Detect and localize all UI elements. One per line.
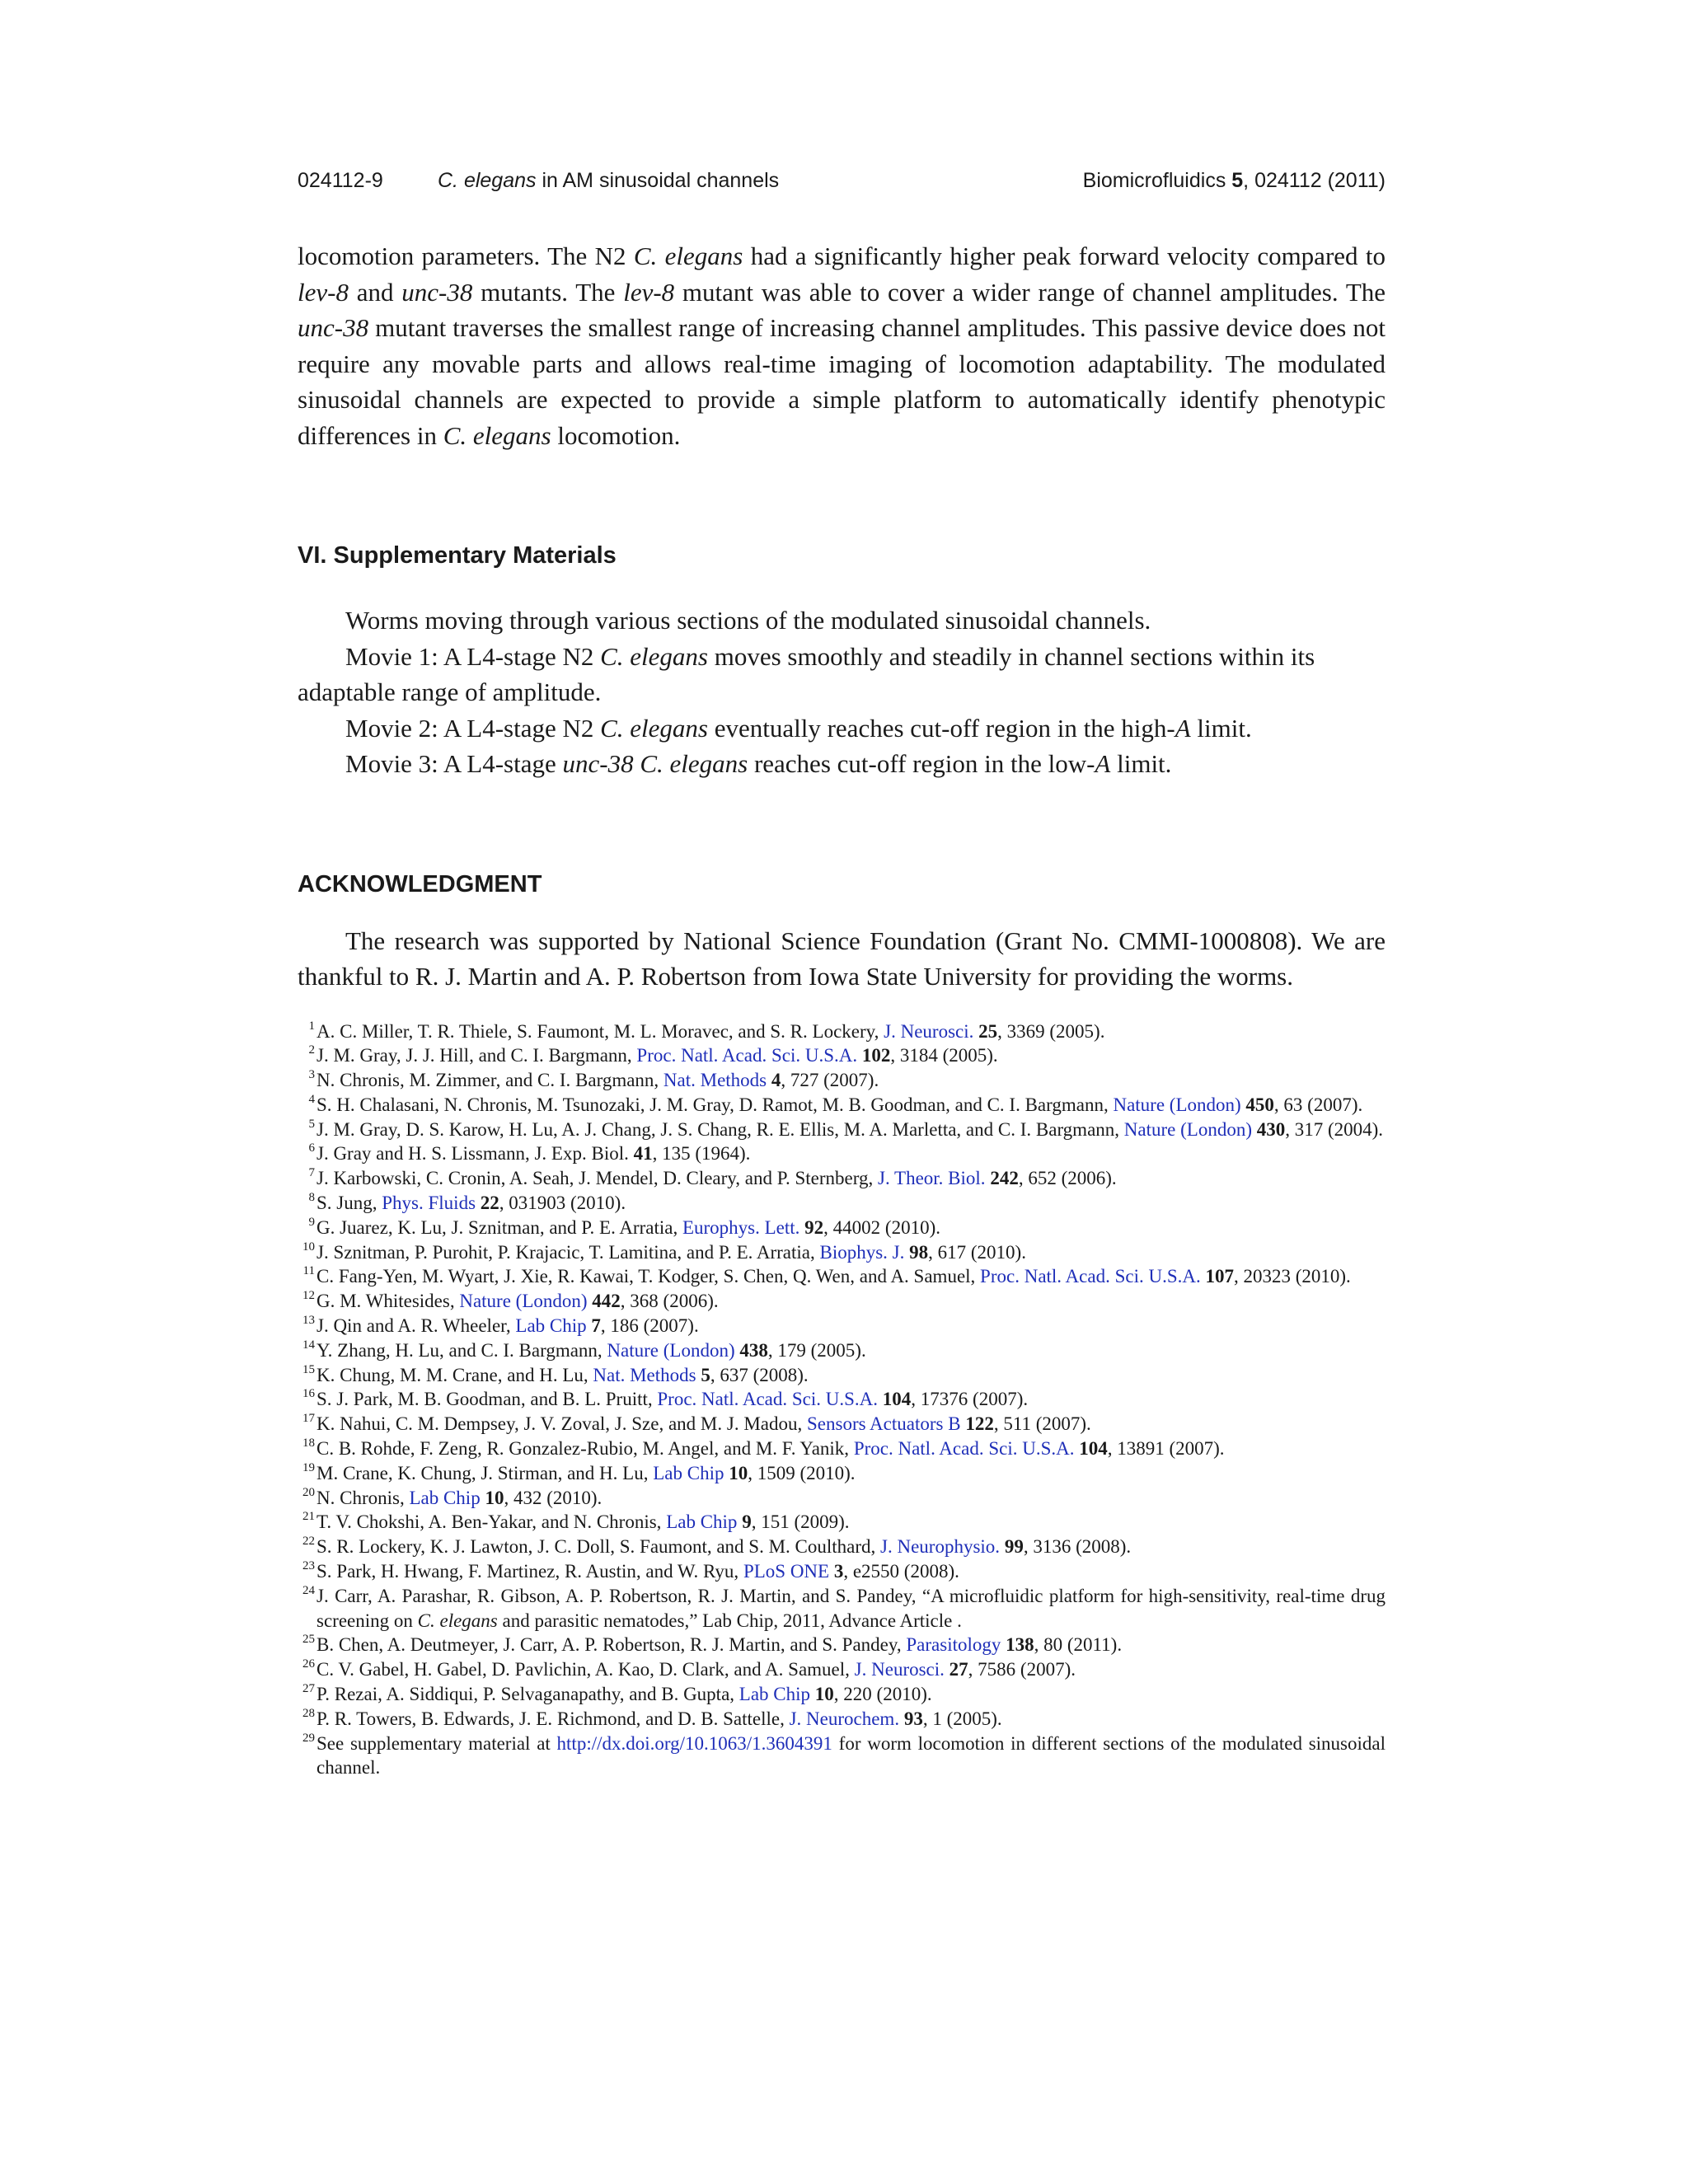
volume-number: 9	[742, 1511, 752, 1533]
reference-list	[298, 1019, 1386, 1781]
reference-text: J. Qin and A. R. Wheeler, Lab Chip 7, 186 (2007).	[316, 1315, 699, 1337]
journal-link[interactable]: Biophys. J.	[819, 1241, 905, 1263]
reference-text: J. Karbowski, C. Cronin, A. Seah, J. Mendel, D. Cleary, and P. Sternberg, J. Theor. Biol. 242, 652 (2006).	[316, 1168, 1117, 1189]
reference-item	[298, 1535, 1386, 1559]
reference-number: 22	[302, 1535, 315, 1549]
reference-number: 11	[302, 1264, 315, 1278]
journal-link[interactable]: Nature (London)	[1123, 1118, 1252, 1140]
reference-text: J. Carr, A. Parashar, R. Gibson, A. P. Robertson, R. J. Martin, and S. Pandey, “A microfluidic platform for high-sensitivity, real-time drug screening on C. elegans and parasitic nematodes,” Lab Chip, 2011, Advance Article .	[316, 1585, 1386, 1631]
reference-number: 24	[302, 1583, 315, 1597]
reference-number: 29	[302, 1731, 315, 1745]
journal-link[interactable]: Nat. Methods	[593, 1364, 696, 1385]
reference-item	[298, 1191, 1386, 1216]
reference-number: 20	[302, 1485, 315, 1499]
reference-number: 1	[308, 1019, 315, 1033]
reference-item	[298, 1633, 1386, 1657]
journal-volume: 5	[1231, 169, 1244, 192]
volume-number: 41	[633, 1143, 653, 1165]
supplementary-materials	[298, 602, 1386, 782]
reference-text: B. Chen, A. Deutmeyer, J. Carr, A. P. Robertson, R. J. Martin, and S. Pandey, Parasitology 138, 80 (2011).	[316, 1634, 1123, 1656]
reference-number: 5	[308, 1117, 315, 1131]
reference-item	[298, 1682, 1386, 1707]
reference-item	[298, 1043, 1386, 1068]
reference-text: T. V. Chokshi, A. Ben-Yakar, and N. Chronis, Lab Chip 9, 151 (2009).	[316, 1511, 850, 1533]
reference-text: P. R. Towers, B. Edwards, J. E. Richmond, and D. B. Sattelle, J. Neurochem. 93, 1 (2005).	[316, 1708, 1002, 1729]
reference-item	[298, 1486, 1386, 1511]
journal-link[interactable]: Nature (London)	[459, 1291, 588, 1312]
italic-text: unc-38 C. elegans	[562, 749, 748, 778]
reference-number: 27	[302, 1682, 315, 1696]
reference-text: S. R. Lockery, K. J. Lawton, J. C. Doll, S. Faumont, and S. M. Coulthard, J. Neurophysio. 99, 3136 (2008).	[316, 1536, 1132, 1558]
journal-link[interactable]: J. Neurosci.	[884, 1020, 974, 1042]
reference-number: 12	[302, 1289, 315, 1303]
journal-link[interactable]: Phys. Fluids	[382, 1193, 476, 1214]
volume-number: 102	[861, 1045, 891, 1066]
reference-item	[298, 1584, 1386, 1633]
reference-number: 19	[302, 1460, 315, 1474]
reference-text: J. Sznitman, P. Purohit, P. Krajacic, T. Lamitina, and P. E. Arratia, Biophys. J. 98, 617 (2010).	[316, 1241, 1026, 1263]
italic-text: unc-38	[298, 313, 369, 342]
reference-item	[298, 1338, 1386, 1363]
reference-item	[298, 1264, 1386, 1289]
reference-text: Y. Zhang, H. Lu, and C. I. Bargmann, Nature (London) 438, 179 (2005).	[316, 1339, 866, 1361]
volume-number: 99	[1004, 1536, 1024, 1558]
italic-text: C. elegans	[600, 713, 708, 743]
journal-link[interactable]: Nature (London)	[1113, 1094, 1241, 1115]
italic-text: lev-8	[298, 277, 349, 307]
reference-number: 8	[308, 1191, 315, 1205]
reference-number: 9	[308, 1215, 315, 1229]
italic-text: lev-8	[623, 277, 675, 307]
volume-number: 25	[978, 1020, 998, 1042]
reference-item	[298, 1461, 1386, 1486]
reference-number: 6	[308, 1141, 315, 1155]
reference-item	[298, 1019, 1386, 1044]
reference-text: S. H. Chalasani, N. Chronis, M. Tsunozaki, J. M. Gray, D. Ramot, M. B. Goodman, and C. I. Bargmann, Nature (London) 450, 63 (2007).	[316, 1094, 1363, 1115]
reference-item	[298, 1240, 1386, 1265]
reference-number: 18	[302, 1436, 315, 1451]
running-head	[298, 169, 1386, 202]
volume-number: 93	[903, 1708, 923, 1729]
page-number: 024112-9	[298, 169, 383, 192]
reference-text: P. Rezai, A. Siddiqui, P. Selvaganapathy, and B. Gupta, Lab Chip 10, 220 (2010).	[316, 1684, 932, 1705]
reference-number: 17	[302, 1412, 315, 1426]
volume-number: 27	[949, 1659, 968, 1680]
reference-text: C. Fang-Yen, M. Wyart, J. Xie, R. Kawai, T. Kodger, S. Chen, Q. Wen, and A. Samuel, Proc. Natl. Acad. Sci. U.S.A. 107, 20323 (2010).	[316, 1266, 1351, 1287]
italic-text: C. elegans	[600, 641, 708, 671]
reference-text: C. B. Rohde, F. Zeng, R. Gonzalez-Rubio, M. Angel, and M. F. Yanik, Proc. Natl. Acad. Sci. U.S.A. 104, 13891 (2007).	[316, 1438, 1225, 1460]
volume-number: 22	[480, 1193, 499, 1214]
page	[298, 169, 1386, 1780]
journal-link[interactable]: Lab Chip	[653, 1462, 724, 1483]
reference-number: 3	[308, 1068, 315, 1082]
journal-link[interactable]: Lab Chip	[409, 1487, 481, 1508]
volume-number: 107	[1205, 1266, 1234, 1287]
italic-text: A	[1175, 713, 1191, 743]
reference-text: C. V. Gabel, H. Gabel, D. Pavlichin, A. Kao, D. Clark, and A. Samuel, J. Neurosci. 27, 7586 (2007).	[316, 1659, 1076, 1680]
reference-number: 7	[308, 1166, 315, 1180]
volume-number: 104	[1079, 1438, 1108, 1460]
reference-item	[298, 1314, 1386, 1338]
italic-text: unc-38	[401, 277, 473, 307]
reference-text: J. M. Gray, J. J. Hill, and C. I. Bargmann, Proc. Natl. Acad. Sci. U.S.A. 102, 3184 (2005).	[316, 1045, 998, 1066]
reference-text: K. Chung, M. M. Crane, and H. Lu, Nat. Methods 5, 637 (2008).	[316, 1364, 809, 1385]
journal-link[interactable]: Parasitology	[906, 1634, 1001, 1656]
reference-text: S. Jung, Phys. Fluids 22, 031903 (2010).	[316, 1193, 626, 1214]
journal-link[interactable]: PLoS ONE	[743, 1561, 830, 1582]
reference-text: A. C. Miller, T. R. Thiele, S. Faumont, M. L. Moravec, and S. R. Lockery, J. Neurosci. 25, 3369 (2005).	[316, 1020, 1105, 1042]
running-title-rest: in AM sinusoidal channels	[536, 169, 780, 192]
reference-item	[298, 1559, 1386, 1584]
reference-text: J. Gray and H. S. Lissmann, J. Exp. Biol. 41, 135 (1964).	[316, 1143, 751, 1165]
volume-number: 92	[804, 1216, 824, 1238]
italic-text: C. elegans	[417, 1610, 498, 1631]
acknowledgment-heading: ACKNOWLEDGMENT	[298, 870, 542, 898]
reference-item	[298, 1093, 1386, 1118]
reference-item	[298, 1216, 1386, 1240]
reference-item	[298, 1657, 1386, 1682]
reference-text: See supplementary material at http://dx.doi.org/10.1063/1.3604391 for worm locomotion in different sections of the modulated sinusoidal channel.	[316, 1732, 1386, 1779]
volume-number: 450	[1245, 1094, 1274, 1115]
reference-item	[298, 1510, 1386, 1535]
volume-number: 104	[882, 1389, 912, 1410]
reference-item	[298, 1068, 1386, 1093]
intro-paragraph: locomotion parameters. The N2 C. elegans had a significantly higher peak forward velocity compared to lev-8 and unc-38 mutants. The lev-8 mutant was able to cover a wider range of channel amplitudes. The unc-38 mutant traverses the smallest range of increasing channel amplitudes. This passive device does not require any movable parts and allows real-time imaging of locomotion adaptability. The modulated sinusoidal channels are expected to provide a simple platform to automatically identify phenotypic differences in C. elegans locomotion.	[298, 241, 1386, 450]
reference-item	[298, 1436, 1386, 1461]
journal-link[interactable]: J. Neurosci.	[854, 1659, 945, 1680]
journal-link[interactable]: Nat. Methods	[663, 1070, 767, 1091]
reference-number: 13	[302, 1314, 315, 1328]
volume-number: 138	[1006, 1634, 1034, 1656]
volume-number: 438	[739, 1339, 768, 1361]
reference-item	[298, 1412, 1386, 1436]
volume-number: 7	[591, 1315, 601, 1337]
volume-number: 442	[592, 1291, 621, 1312]
volume-number: 4	[771, 1070, 781, 1091]
journal-link[interactable]: Proc. Natl. Acad. Sci. U.S.A.	[657, 1389, 879, 1410]
journal-link[interactable]: Europhys. Lett.	[682, 1216, 800, 1238]
volume-number: 3	[833, 1561, 844, 1582]
reference-item	[298, 1732, 1386, 1781]
supplementary-heading: VI. Supplementary Materials	[298, 542, 617, 569]
journal-issue: , 024112 (2011)	[1243, 169, 1386, 192]
supp-line: Movie 2: A L4-stage N2 C. elegans eventually reaches cut-off region in the high-A limit.	[345, 713, 1252, 743]
volume-number: 10	[814, 1684, 834, 1705]
reference-number: 23	[302, 1559, 315, 1573]
journal-link[interactable]: Proc. Natl. Acad. Sci. U.S.A.	[636, 1045, 858, 1066]
reference-text: G. M. Whitesides, Nature (London) 442, 368 (2006).	[316, 1291, 719, 1312]
reference-text: N. Chronis, M. Zimmer, and C. I. Bargmann, Nat. Methods 4, 727 (2007).	[316, 1070, 879, 1091]
reference-item	[298, 1289, 1386, 1314]
supp-line: Movie 3: A L4-stage unc-38 C. elegans reaches cut-off region in the low-A limit.	[345, 749, 1172, 778]
reference-text: K. Nahui, C. M. Dempsey, J. V. Zoval, J. Sze, and M. J. Madou, Sensors Actuators B 122, 511 (2007).	[316, 1413, 1091, 1435]
journal-link[interactable]: http://dx.doi.org/10.1063/1.3604391	[556, 1732, 832, 1754]
journal-name: Biomicrofluidics	[1082, 169, 1232, 192]
supp-line: Movie 1: A L4-stage N2 C. elegans moves smoothly and steadily in channel sections within its adaptable range of amplitude.	[298, 641, 1315, 706]
reference-number: 2	[308, 1043, 315, 1057]
journal-link[interactable]: Nature (London)	[607, 1339, 735, 1361]
journal-link[interactable]: J. Neurophysio.	[880, 1536, 1001, 1558]
journal-link[interactable]: Proc. Natl. Acad. Sci. U.S.A.	[853, 1438, 1075, 1460]
italic-text: C. elegans	[443, 420, 551, 450]
volume-number: 10	[485, 1487, 504, 1508]
reference-number: 15	[302, 1362, 315, 1376]
reference-number: 16	[302, 1387, 315, 1401]
reference-text: J. M. Gray, D. S. Karow, H. Lu, A. J. Chang, J. S. Chang, R. E. Ellis, M. A. Marletta, and C. I. Bargmann, Nature (London) 430, 317 (2004).	[316, 1118, 1384, 1140]
journal-link[interactable]: J. Theor. Biol.	[878, 1168, 986, 1189]
journal-citation	[1083, 169, 1386, 193]
journal-link[interactable]: Sensors Actuators B	[807, 1413, 961, 1435]
reference-text: M. Crane, K. Chung, J. Stirman, and H. Lu, Lab Chip 10, 1509 (2010).	[316, 1462, 856, 1483]
journal-link[interactable]: Lab Chip	[738, 1684, 811, 1705]
volume-number: 242	[990, 1168, 1019, 1189]
journal-link[interactable]: Lab Chip	[666, 1511, 738, 1533]
reference-item	[298, 1387, 1386, 1412]
reference-text: G. Juarez, K. Lu, J. Sznitman, and P. E. Arratia, Europhys. Lett. 92, 44002 (2010).	[316, 1216, 940, 1238]
reference-number: 21	[302, 1510, 315, 1524]
running-title	[438, 169, 779, 193]
reference-number: 25	[302, 1633, 315, 1647]
italic-text: C. elegans	[633, 241, 743, 270]
reference-item	[298, 1141, 1386, 1166]
reference-item	[298, 1707, 1386, 1732]
reference-item	[298, 1166, 1386, 1191]
italic-text: A	[1095, 749, 1111, 778]
acknowledgment-text: The research was supported by National Science Foundation (Grant No. CMMI-1000808). We are thankful to R. J. Martin and A. P. Robertson from Iowa State University for providing the worms.	[298, 926, 1386, 991]
reference-number: 28	[302, 1706, 315, 1720]
reference-number: 4	[308, 1092, 315, 1106]
journal-link[interactable]: J. Neurochem.	[789, 1708, 900, 1729]
volume-number: 10	[729, 1462, 748, 1483]
volume-number: 98	[909, 1241, 929, 1263]
running-title-species: C. elegans	[438, 169, 537, 192]
reference-number: 14	[302, 1338, 315, 1352]
supp-line: Worms moving through various sections of the modulated sinusoidal channels.	[345, 606, 1151, 635]
reference-number: 26	[302, 1657, 315, 1671]
volume-number: 5	[701, 1364, 710, 1385]
reference-text: N. Chronis, Lab Chip 10, 432 (2010).	[316, 1487, 603, 1508]
reference-item	[298, 1118, 1386, 1142]
reference-text: S. J. Park, M. B. Goodman, and B. L. Pruitt, Proc. Natl. Acad. Sci. U.S.A. 104, 17376 (2007).	[316, 1389, 1029, 1410]
reference-number: 10	[302, 1240, 315, 1254]
volume-number: 430	[1256, 1118, 1286, 1140]
reference-text: S. Park, H. Hwang, F. Martinez, R. Austin, and W. Ryu, PLoS ONE 3, e2550 (2008).	[316, 1561, 959, 1582]
journal-link[interactable]: Lab Chip	[515, 1315, 587, 1337]
reference-item	[298, 1363, 1386, 1388]
journal-link[interactable]: Proc. Natl. Acad. Sci. U.S.A.	[980, 1266, 1201, 1287]
volume-number: 122	[965, 1413, 994, 1435]
